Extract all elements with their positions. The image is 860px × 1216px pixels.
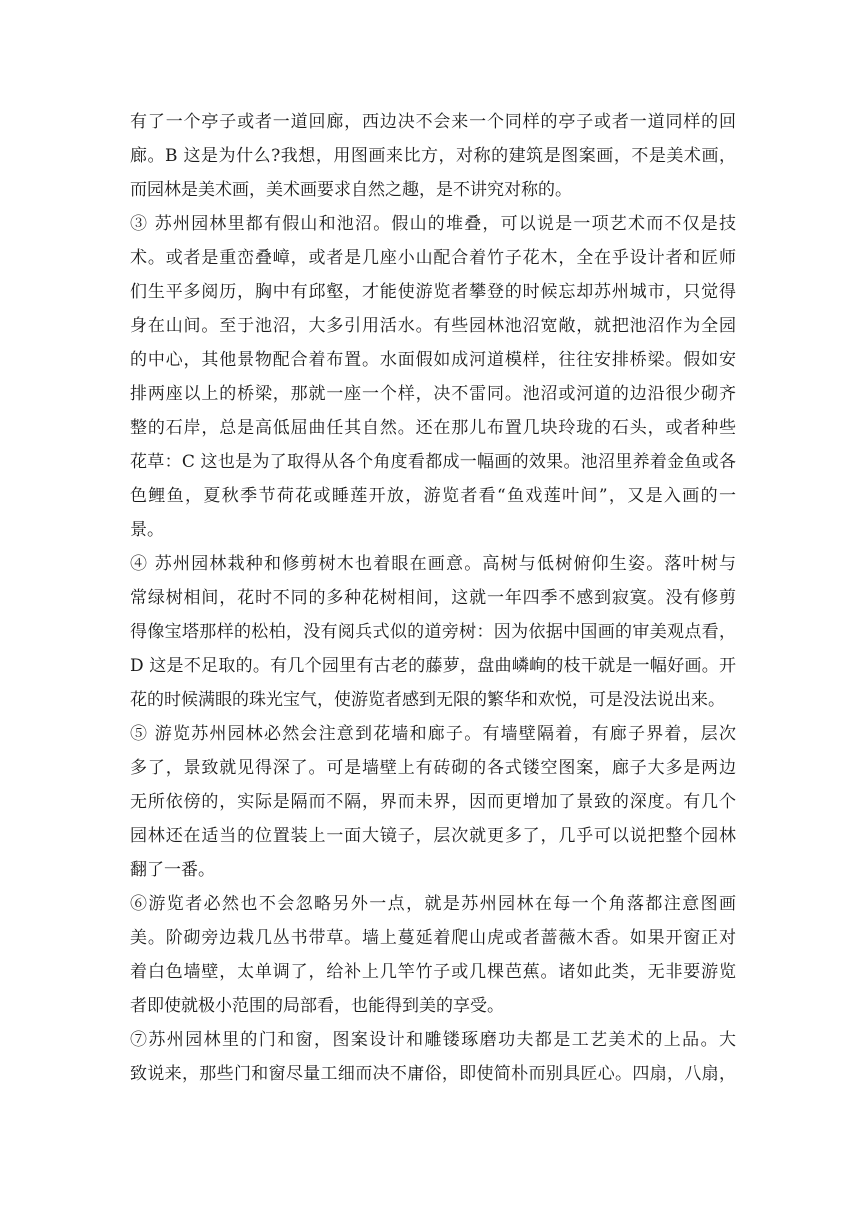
text-line: 身在山间。至于池沼，大多引用活水。有些园林池沼宽敞，就把池沼作为全园 [130,316,736,336]
text-line: 廊。B 这是为什么?我想，用图画来比方，对称的建筑是图案画，不是美术画， [130,146,736,166]
text-line: 得像宝塔那样的松柏，没有阅兵式似的道旁树：因为依据中国画的审美观点看， [130,622,736,642]
paragraph-5 [130,720,736,890]
paragraph-4 [130,550,736,720]
text-line: 有了一个亭子或者一道回廊，西边决不会来一个同样的亭子或者一道同样的回 [130,112,736,132]
text-line: 园林还在适当的位置装上一面大镜子，层次就更多了，几乎可以说把整个园林 [130,826,736,846]
text-line: 排两座以上的桥梁，那就一座一个样，决不雷同。池沼或河道的边沿很少砌齐 [130,384,736,404]
text-line: 者即使就极小范围的局部看，也能得到美的享受。 [130,996,504,1016]
text-line: ⑤ 游览苏州园林必然会注意到花墙和廊子。有墙壁隔着，有廊子界着，层次 [130,724,736,744]
paragraph-6 [130,890,736,1026]
text-line: 多了，景致就见得深了。可是墙壁上有砖砌的各式镂空图案，廊子大多是两边 [130,758,736,778]
text-line: 花的时候满眼的珠光宝气，使游览者感到无限的繁华和欢悦，可是没法说出来。 [130,690,725,710]
text-line: 着白色墙壁，太单调了，给补上几竿竹子或几棵芭蕉。诸如此类，无非要游览 [130,962,736,982]
text-line: D 这是不足取的。有几个园里有古老的藤萝，盘曲嶙峋的枝干就是一幅好画。开 [130,656,736,676]
text-line: ⑥游览者必然也不会忽略另外一点，就是苏州园林在每一个角落都注意图画 [130,894,736,914]
text-line: 的中心，其他景物配合着布置。水面假如成河道模样，往往安排桥梁。假如安 [130,350,736,370]
text-line: ④ 苏州园林栽种和修剪树木也着眼在画意。高树与低树俯仰生姿。落叶树与 [130,554,736,574]
text-line: 而园林是美术画，美术画要求自然之趣，是不讲究对称的。 [130,180,572,200]
text-line: 无所依傍的，实际是隔而不隔，界而未界，因而更增加了景致的深度。有几个 [130,792,736,812]
text-line: 们生平多阅历，胸中有邱壑，才能使游览者攀登的时候忘却苏州城市，只觉得 [130,282,736,302]
text-line: 色鲤鱼，夏秋季节荷花或睡莲开放，游览者看“鱼戏莲叶间”，又是入画的一 [130,486,736,506]
text-line: 美。阶砌旁边栽几丛书带草。墙上蔓延着爬山虎或者蔷薇木香。如果开窗正对 [130,928,736,948]
text-line: 整的石岸，总是高低屈曲任其自然。还在那儿布置几块玲珑的石头，或者种些 [130,418,736,438]
text-line: ③ 苏州园林里都有假山和池沼。假山的堆叠，可以说是一项艺术而不仅是技 [130,214,736,234]
text-line: 常绿树相间，花时不同的多种花树相间，这就一年四季不感到寂寞。没有修剪 [130,588,736,608]
text-line: 景。 [130,520,164,540]
text-line: ⑦苏州园林里的门和窗，图案设计和雕镂琢磨功夫都是工艺美术的上品。大 [130,1030,736,1050]
paragraph-7 [130,1026,736,1094]
text-line: 术。或者是重峦叠嶂，或者是几座小山配合着竹子花木，全在乎设计者和匠师 [130,248,736,268]
document-page [130,108,736,1094]
text-line: 花草：C 这也是为了取得从各个角度看都成一幅画的效果。池沼里养着金鱼或各 [130,452,736,472]
paragraph-2-continued [130,108,736,210]
paragraph-3 [130,210,736,550]
text-line: 致说来，那些门和窗尽量工细而决不庸俗，即使简朴而别具匠心。四扇，八扇， [130,1064,736,1084]
text-line: 翻了一番。 [130,860,215,880]
